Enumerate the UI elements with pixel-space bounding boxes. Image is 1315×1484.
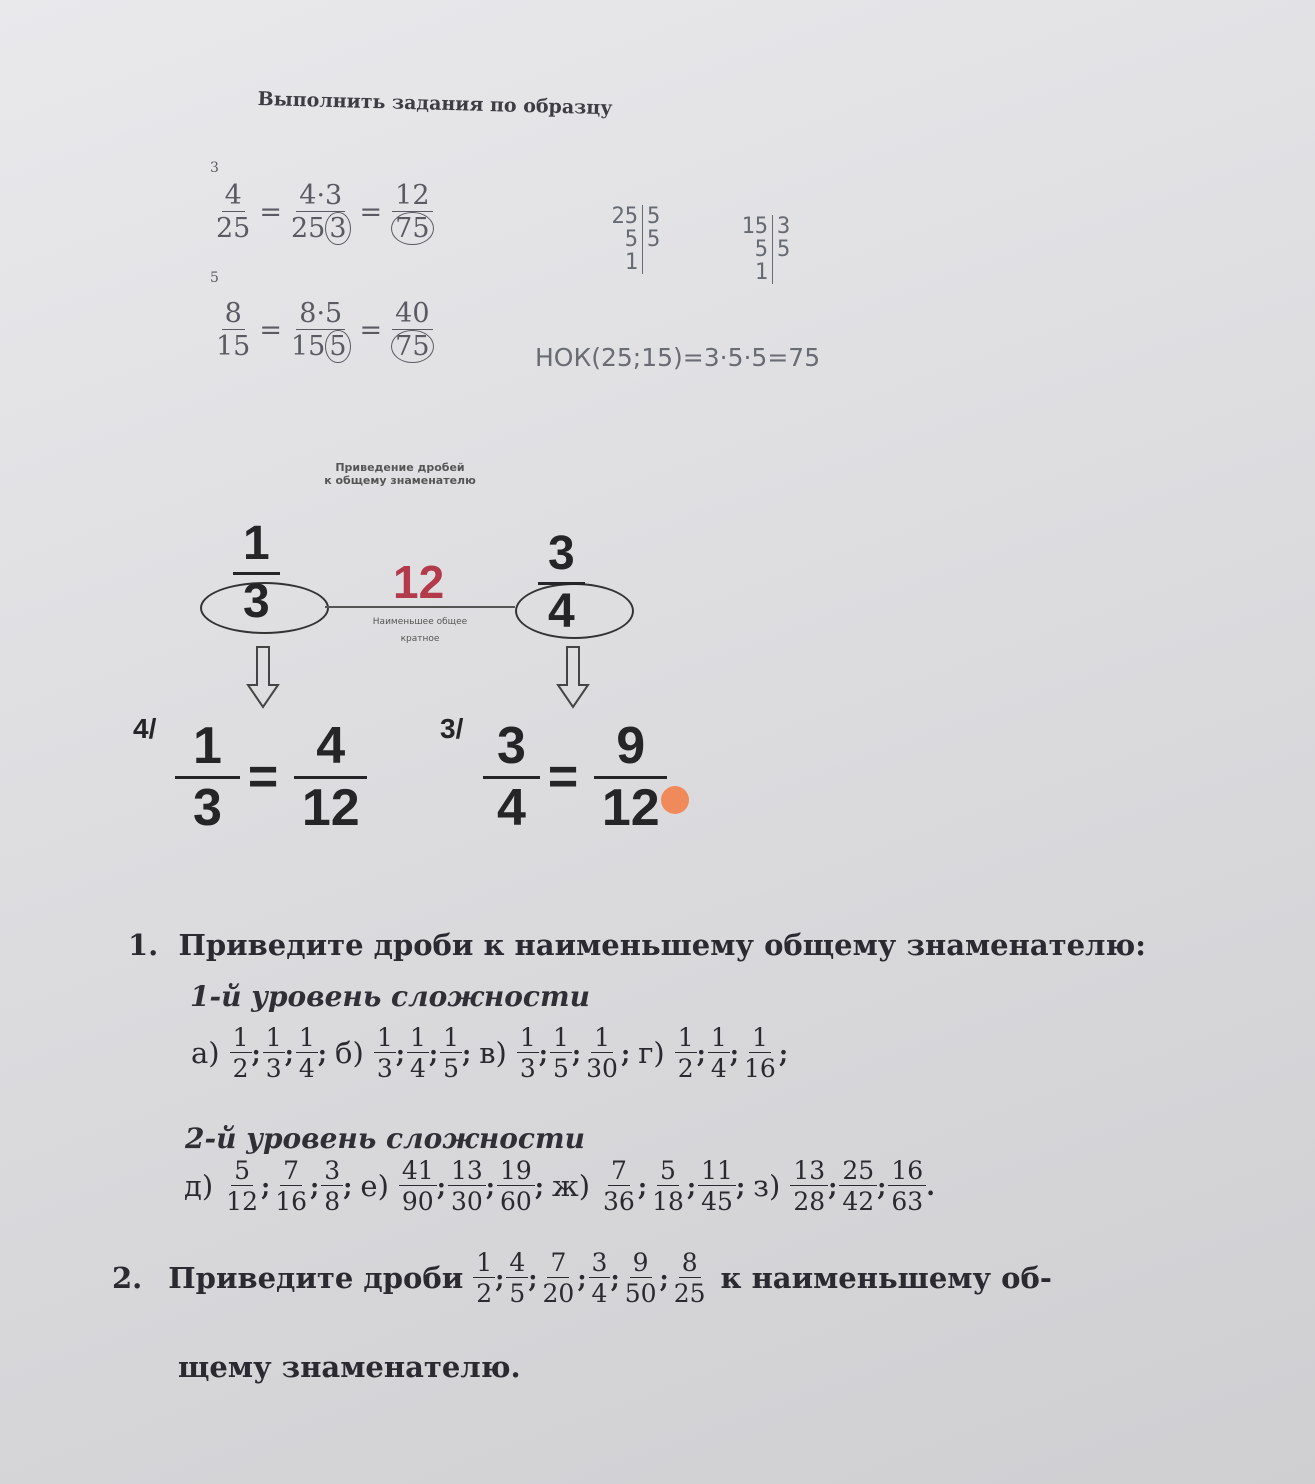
separator: ; xyxy=(696,1038,706,1068)
lcm-value: 12 xyxy=(393,556,445,608)
separator: ; xyxy=(571,1038,582,1068)
task-2-continuation: щему знаменателю. xyxy=(178,1350,521,1384)
scheme-fraction-right: $\frac{3}{4}$ xyxy=(538,530,585,636)
fraction: $\frac{9}{50}$ xyxy=(624,1248,657,1308)
separator: ; xyxy=(735,1171,746,1201)
fraction: $\frac{7}{16}$ xyxy=(275,1156,308,1216)
scheme-result-2: $\frac{3}{4}$ = $\frac{9}{12}$ xyxy=(483,720,667,834)
fraction: $\frac{25}{42}$ xyxy=(839,1158,877,1214)
separator: ; xyxy=(260,1171,271,1201)
task-1-heading: 1. Приведите дроби к наименьшему общему знаменателю: xyxy=(128,928,1146,962)
fraction: $\frac{8}{25}$ xyxy=(673,1248,706,1308)
multiplier: 5 xyxy=(210,270,219,286)
sample-title: Выполнить задания по образцу xyxy=(257,88,613,120)
lcm-label: Наименьшее общее кратное xyxy=(372,617,468,645)
subtask-label: в) xyxy=(479,1036,507,1070)
separator: ; xyxy=(251,1038,261,1068)
task-2-heading: 2. Приведите дроби $\frac{1}{2}$ ; $\frac{4}{5}$ ; $\frac{7}{20}$ ; $\frac{3}{4}$ ; $\frac{9}{50}$ ; $\frac{8}{25}$ к наименьшему об- xyxy=(112,1248,1052,1308)
scheme-fraction-left: $\frac{1}{3}$ xyxy=(233,520,280,626)
fraction: $\frac{12}{75}$ xyxy=(388,182,436,242)
separator: ; xyxy=(317,1038,328,1068)
fraction: $\frac{5}{12}$ xyxy=(226,1156,258,1216)
fraction: $\frac{1}{4}$ xyxy=(708,1025,730,1081)
separator: ; xyxy=(620,1038,631,1068)
fraction: $\frac{1}{2}$ xyxy=(473,1250,495,1306)
separator: ; xyxy=(436,1171,446,1201)
separator: ; xyxy=(395,1038,405,1068)
fraction: $\frac{1}{3}$ xyxy=(263,1025,285,1081)
subtask-label: б) xyxy=(335,1036,364,1070)
separator: ; xyxy=(462,1038,472,1068)
scheme-result-1: $\frac{1}{3}$ = $\frac{4}{12}$ xyxy=(175,720,367,834)
separator: ; xyxy=(686,1171,697,1201)
multiplier: 4/ xyxy=(133,713,157,744)
fraction: $\frac{5}{18}$ xyxy=(652,1156,684,1216)
fraction: $\frac{4}{5}$ xyxy=(506,1250,528,1306)
separator: ; xyxy=(428,1038,439,1068)
subtask-label: а) xyxy=(191,1036,220,1070)
lcm-calculation: НОК(25;15)=3·5·5=75 xyxy=(535,343,821,372)
scheme-title: Приведение дробей к общему знаменателю xyxy=(324,461,476,487)
fraction: $\frac{1}{5}$ xyxy=(440,1025,462,1081)
separator: ; xyxy=(310,1171,320,1201)
subtask-label: ж) xyxy=(552,1169,591,1203)
fraction: $\frac{40}{75}$ xyxy=(388,300,436,360)
separator: ; xyxy=(485,1171,495,1201)
fraction: $\frac{1}{16}$ xyxy=(744,1023,776,1083)
separator: ; xyxy=(577,1263,587,1293)
level-1-label: 1-й уровень сложности xyxy=(190,980,590,1013)
separator: ; xyxy=(495,1263,505,1293)
separator: ; xyxy=(877,1171,887,1201)
fraction: $\frac{41}{90}$ xyxy=(399,1158,437,1214)
subtask-label: е) xyxy=(360,1169,389,1203)
equals-sign: = xyxy=(259,196,282,228)
fraction: $\frac{1}{4}$ xyxy=(407,1025,429,1081)
factorization-15: 15 3 5 5 1 xyxy=(718,215,807,284)
fraction: $\frac{1}{2}$ xyxy=(675,1025,697,1081)
separator: ; xyxy=(538,1038,549,1068)
fraction: $\frac{1}{4}$ xyxy=(296,1025,318,1081)
equals-sign: = xyxy=(359,314,383,346)
separator: ; xyxy=(528,1263,538,1293)
separator: ; xyxy=(534,1171,545,1201)
fraction: $\frac{3}{8}$ xyxy=(321,1158,343,1214)
fraction: $\frac{11}{45}$ xyxy=(698,1158,736,1214)
subtask-label: з) xyxy=(753,1169,781,1203)
multiplier: 3/ xyxy=(440,713,464,744)
fraction: $\frac{1}{2}$ xyxy=(230,1025,252,1081)
equals-sign: = xyxy=(259,314,282,346)
fraction: $\frac{16}{63}$ xyxy=(888,1158,926,1214)
level-2-label: 2-й уровень сложности xyxy=(185,1122,585,1155)
factorization-25: 25 5 5 5 1 xyxy=(588,205,677,274)
subtask-label: г) xyxy=(638,1036,665,1070)
separator: ; xyxy=(343,1171,353,1201)
task-1-row-1 xyxy=(185,1025,790,1081)
subtask-label: д) xyxy=(184,1169,214,1203)
fraction: $\frac{8\cdot 5}{15 5}$ xyxy=(288,300,354,360)
separator: ; xyxy=(778,1038,789,1068)
fraction: $\frac{13}{28}$ xyxy=(790,1158,828,1214)
multiplier: 3 xyxy=(210,160,219,176)
fraction: $\frac{19}{60}$ xyxy=(497,1158,535,1214)
fraction: $\frac{7}{36}$ xyxy=(603,1156,635,1216)
fraction: $\frac{3}{4}$ xyxy=(589,1250,611,1306)
fraction: $\frac{8}{15}$ xyxy=(216,298,251,362)
separator: ; xyxy=(828,1171,838,1201)
separator: ; xyxy=(637,1171,648,1201)
highlighter-dot xyxy=(661,786,689,814)
fraction: $\frac{4\cdot 3}{25 3}$ xyxy=(288,182,354,242)
separator: . xyxy=(926,1171,935,1201)
separator: ; xyxy=(610,1263,620,1293)
fraction: $\frac{1}{3}$ xyxy=(374,1025,396,1081)
fraction: $\frac{1}{5}$ xyxy=(550,1025,572,1081)
task-1-row-2 xyxy=(178,1158,937,1214)
equals-sign: = xyxy=(359,196,383,228)
separator: ; xyxy=(729,1038,739,1068)
fraction: $\frac{1}{3}$ xyxy=(517,1025,539,1081)
fraction: $\frac{7}{20}$ xyxy=(542,1248,575,1308)
separator: ; xyxy=(284,1038,294,1068)
down-arrow-icon xyxy=(245,645,281,709)
fraction: $\frac{1}{30}$ xyxy=(586,1023,618,1083)
down-arrow-icon xyxy=(555,645,591,709)
fraction: $\frac{13}{30}$ xyxy=(448,1158,486,1214)
separator: ; xyxy=(659,1263,669,1293)
fraction: $\frac{4}{25}$ xyxy=(216,180,251,244)
